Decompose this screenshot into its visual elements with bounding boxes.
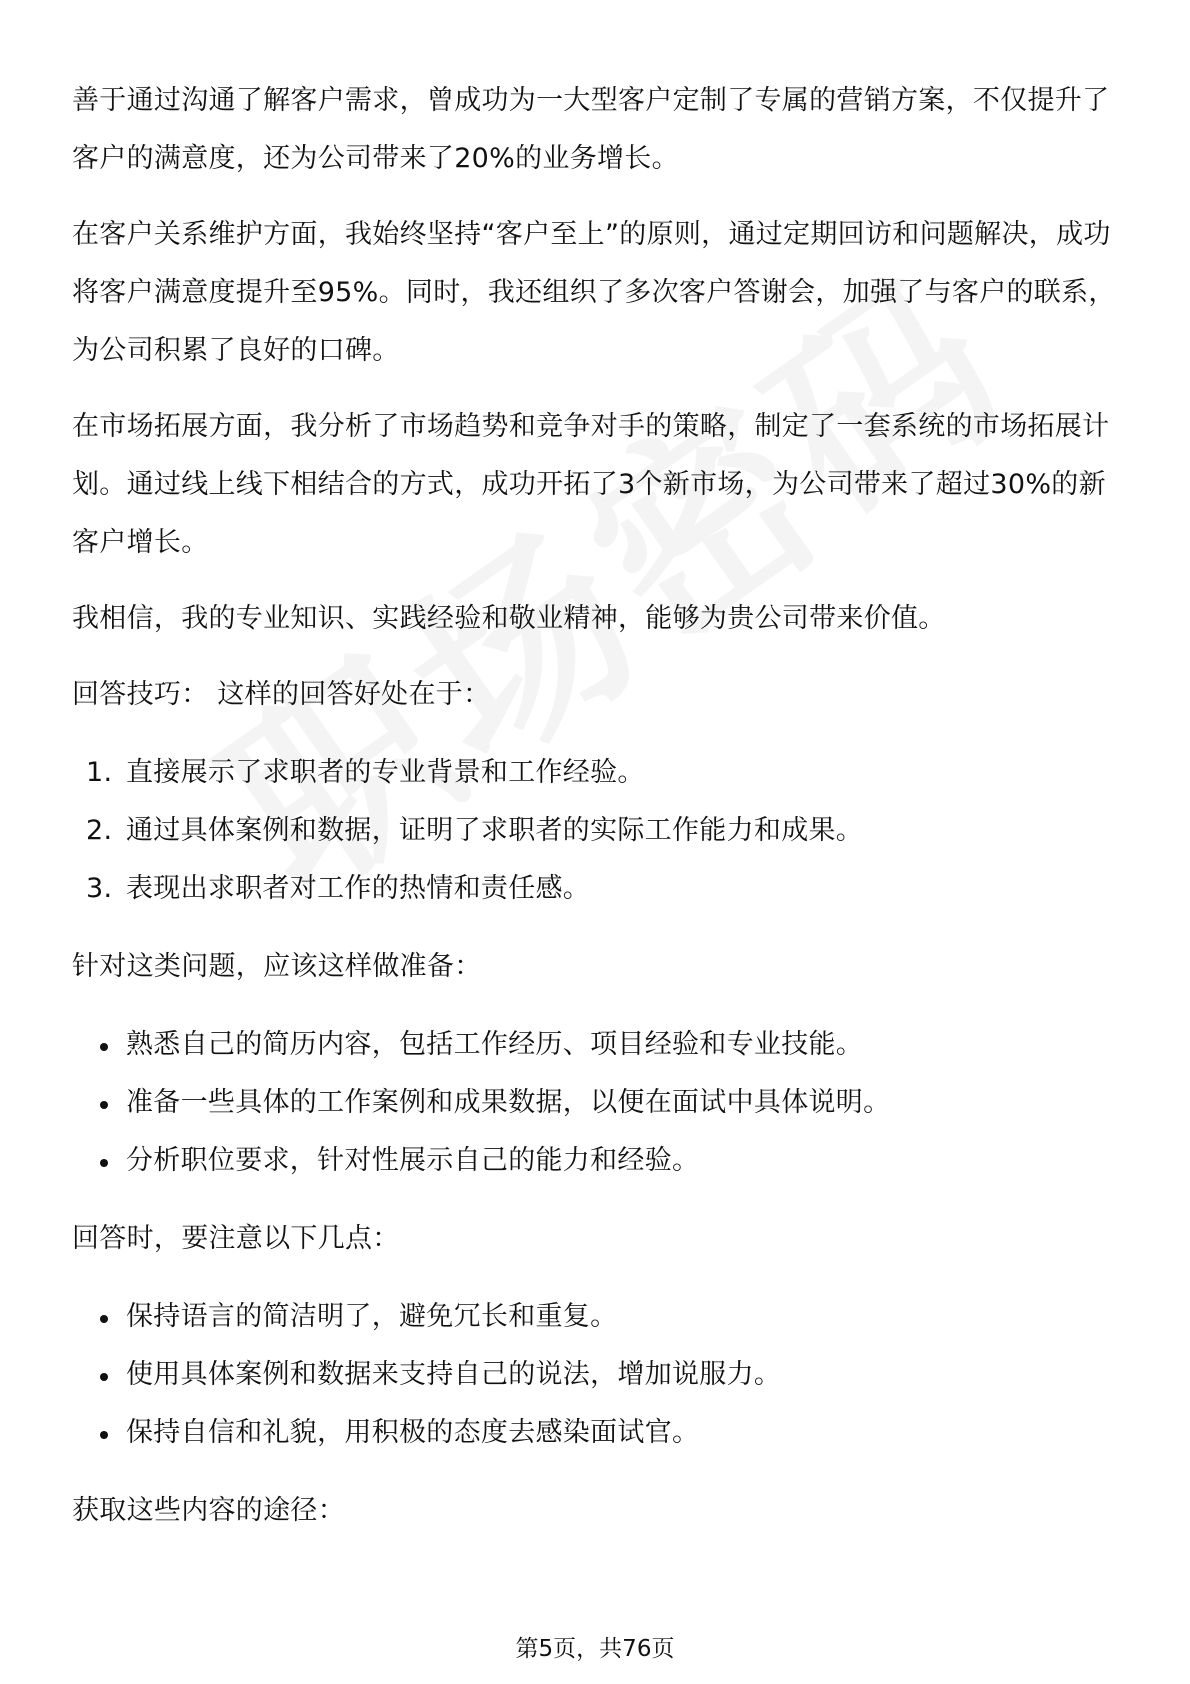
bullet-icon xyxy=(100,1315,108,1323)
prepare-list xyxy=(72,1016,1117,1190)
list-item xyxy=(72,1132,1117,1190)
list-number: 2. xyxy=(86,815,113,846)
sources-label: 获取这些内容的途径： xyxy=(72,1495,345,1526)
tips-list xyxy=(72,744,1117,918)
bullet-icon xyxy=(100,1043,108,1051)
list-item xyxy=(72,802,1117,860)
bullet-icon xyxy=(100,1431,108,1439)
notes-label: 回答时，要注意以下几点： xyxy=(72,1223,400,1254)
list-item-text: 使用具体案例和数据来支持自己的说法，增加说服力。 xyxy=(126,1359,782,1390)
list-item-text: 保持自信和礼貌，用积极的态度去感染面试官。 xyxy=(126,1417,700,1448)
paragraph-intro: 善于通过沟通了解客户需求，曾成功为一大型客户定制了专属的营销方案，不仅提升了客户的满意度，还为公司带来了20%的业务增长。 xyxy=(72,85,1110,174)
list-item xyxy=(72,1016,1117,1074)
list-item-text: 保持语言的简洁明了，避免冗长和重复。 xyxy=(126,1301,618,1332)
list-item xyxy=(72,1074,1117,1132)
bullet-icon xyxy=(100,1159,108,1167)
list-item xyxy=(72,744,1117,802)
page-number: 第5页，共76页 xyxy=(515,1636,675,1662)
list-item xyxy=(72,1404,1117,1462)
list-item-text: 直接展示了求职者的专业背景和工作经验。 xyxy=(126,757,645,788)
tips-label: 回答技巧： 这样的回答好处在于： xyxy=(72,679,491,710)
paragraph-conclusion: 我相信，我的专业知识、实践经验和敬业精神，能够为贵公司带来价值。 xyxy=(72,603,946,634)
list-item-text: 表现出求职者对工作的热情和责任感。 xyxy=(126,873,591,904)
list-item xyxy=(72,1288,1117,1346)
list-item xyxy=(72,1346,1117,1404)
bullet-icon xyxy=(100,1373,108,1381)
list-item xyxy=(72,860,1117,918)
document-page xyxy=(72,72,1117,1560)
paragraph-customer-relations: 在客户关系维护方面，我始终坚持“客户至上”的原则，通过定期回访和问题解决，成功将客户满意度提升至95%。同时，我还组织了多次客户答谢会，加强了与客户的联系，为公司积累了良好的口碑。 xyxy=(72,219,1116,366)
list-number: 3. xyxy=(86,873,113,904)
list-item-text: 分析职位要求，针对性展示自己的能力和经验。 xyxy=(126,1145,700,1176)
bullet-icon xyxy=(100,1101,108,1109)
list-item-text: 准备一些具体的工作案例和成果数据，以便在面试中具体说明。 xyxy=(126,1087,891,1118)
notes-list xyxy=(72,1288,1117,1462)
prepare-label: 针对这类问题，应该这样做准备： xyxy=(72,951,482,982)
list-item-text: 通过具体案例和数据，证明了求职者的实际工作能力和成果。 xyxy=(126,815,864,846)
list-item-text: 熟悉自己的简历内容，包括工作经历、项目经验和专业技能。 xyxy=(126,1029,864,1060)
list-number: 1. xyxy=(86,757,113,788)
paragraph-market-expansion: 在市场拓展方面，我分析了市场趋势和竞争对手的策略，制定了一套系统的市场拓展计划。通过线上线下相结合的方式，成功开拓了3个新市场，为公司带来了超过30%的新客户增长。 xyxy=(72,411,1110,558)
